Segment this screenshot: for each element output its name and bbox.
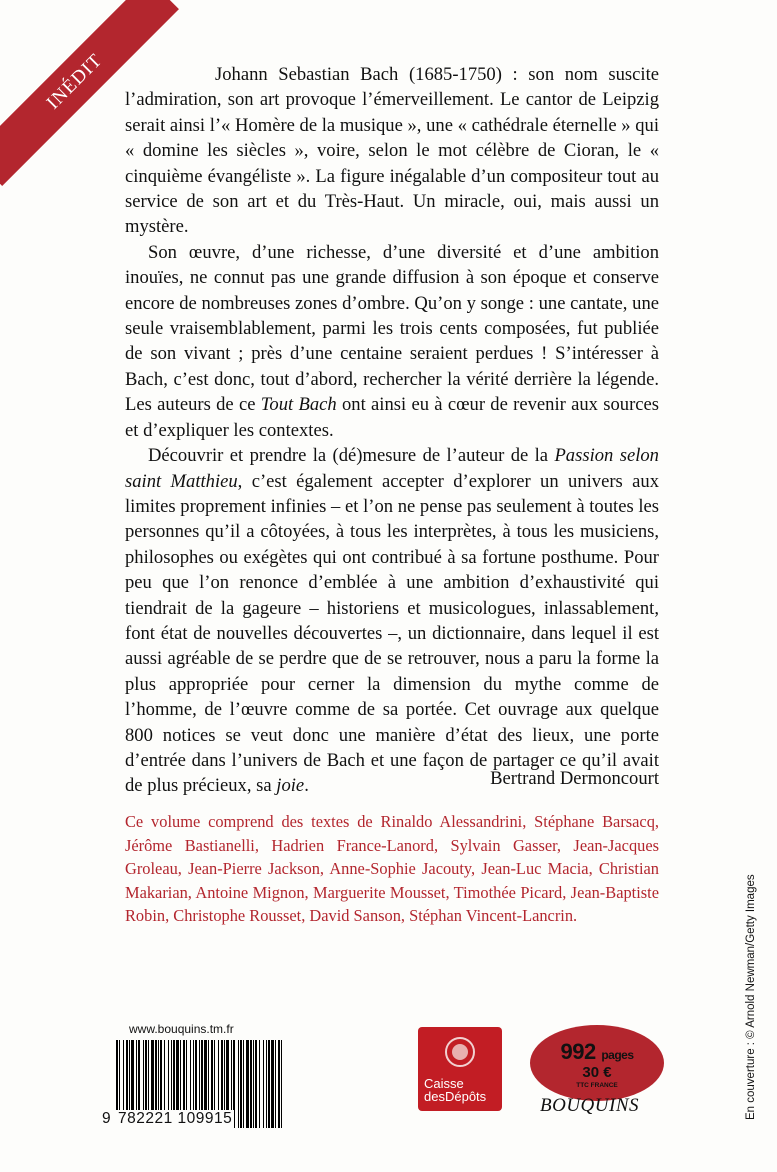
caisse-des-depots-logo: Caisse desDépôts (418, 1027, 502, 1111)
seal-icon (445, 1037, 475, 1067)
paragraph-2: Son œuvre, d’une richesse, d’une diversité et d’une ambition inouïes, ne connut pas une grande diffusion à son époque et conserve encore de nombreuses zones d’ombre. Qu’on y songe : une cantate, une seule vraisemblablement, parmi les trois cents composées, fut publiée de son vivant ; près d’une centaine seraient perdues ! S’intéresser à Bach, c’est donc, tout d’abord, rechercher la vérité derrière la légende. Les auteurs de ce Tout Bach ont ainsi eu à cœur de revenir aux sources et d’expliquer les contextes. (125, 241, 659, 441)
paragraph-3: Découvrir et prendre la (dé)mesure de l’auteur de la Passion selon saint Matthieu, c’est également accepter d’explorer un univers aux limites proprement infinies – et l’on ne pense pas seulement à toutes les personnes qu’il a côtoyées, à tous les interprètes, à tous les musiciens, philosophes ou exégètes qui ont contribué à sa fortune posthume. Pour peu que l’on renonce d’emblée à une ambition d’exhaustivité qui tiendrait de la gageure – historiens et musicologues, inlassablement, font état de nouvelles découvertes –, un dictionnaire, dans lequel il est aussi agréable de se perdre que de se retrouver, nous a paru la forme la plus appropriée pour cerner la dimension du mythe comme de l’homme, de l’œuvre comme de sa portée. Cet ouvrage aux quelque 800 notices se veut donc une manière d’état des lieux, une porte d’entrée dans l’univers de Bach et une façon de partager ce qu’il avait de plus précieux, sa joie. (125, 445, 659, 797)
price-badge (530, 1025, 664, 1101)
contributors-list: Ce volume comprend des textes de Rinaldo Alessandrini, Stéphane Barsacq, Jérôme Bastianelli, Hadrien France-Lanord, Sylvain Gasser, Jean-Jacques Groleau, Jean-Pierre Jackson, Anne-Sophie Jacouty, Jean-Luc Macia, Christian Makarian, Antoine Mignon, Marguerite Mousset, Timothée Picard, Jean-Baptiste Robin, Christophe Rousset, David Sanson, Stéphan Vincent-Lancrin. (125, 812, 659, 926)
isbn-prefix: 9 (102, 1110, 112, 1127)
publisher-name: BOUQUINS (540, 1095, 639, 1116)
cover-credit: En couverture : © Arnold Newman/Getty Images (745, 874, 757, 1120)
isbn-digits: 782221 109915 (118, 1110, 233, 1127)
ribbon-label: INÉDIT (42, 49, 107, 114)
paragraph-1: Johann Sebastian Bach (1685-1750) : son nom suscite l’admiration, son art provoque l’émerveillement. Le cantor de Leipzig serait ainsi l’« Homère de la musique », une « cathédrale éternelle » qui « domine les siècles », voire, selon le mot célèbre de Cioran, le « cinquième évangéliste ». La figure inégalable d’un compositeur tout au service de son art et du Très-Haut. Un miracle, oui, mais aussi un mystère. (125, 64, 659, 238)
blurb-text (125, 62, 659, 799)
price-amount: 30 € (582, 1064, 612, 1081)
page-count: 992 pages (560, 1039, 634, 1064)
price-note: TTC FRANCE (576, 1082, 618, 1089)
website-link[interactable]: www.bouquins.tm.fr (129, 1022, 234, 1036)
author-signature: Bertrand Dermoncourt (490, 768, 659, 789)
